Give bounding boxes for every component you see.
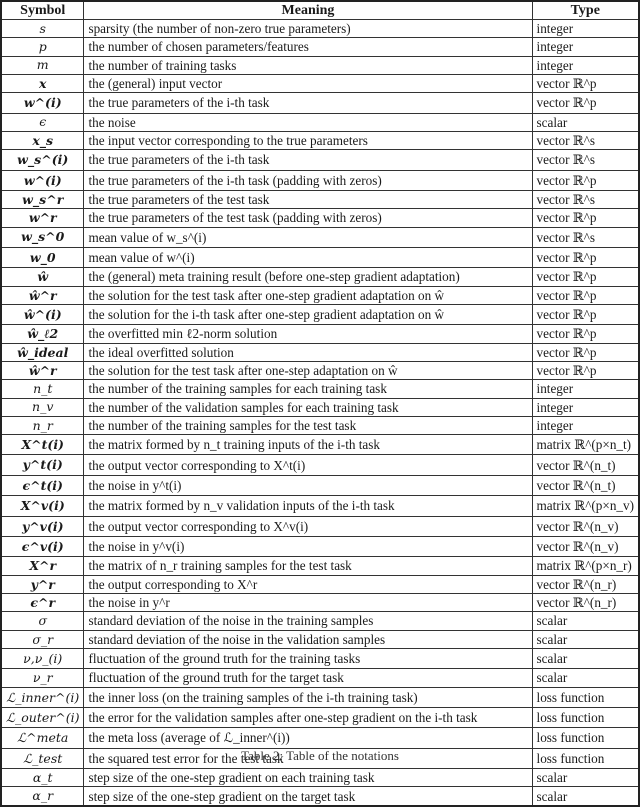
meaning-cell [84,496,532,516]
type-cell [532,769,639,787]
type-cell [532,93,639,113]
symbol-cell-text: y^v(i) [21,518,64,534]
table-row [1,769,639,787]
type-cell-text: integer [536,57,574,73]
meaning-cell-text: the matrix of n_r training samples for the test task [88,558,352,574]
symbol-cell-text: α_t [32,770,53,786]
meaning-cell [84,268,532,286]
symbol-cell [1,416,84,434]
type-cell [532,131,639,149]
type-cell [532,361,639,379]
symbol-cell [1,56,84,74]
symbol-cell-text: n_r [32,417,53,433]
type-cell [532,56,639,74]
meaning-cell [84,304,532,324]
symbol-cell [1,455,84,475]
symbol-cell [1,361,84,379]
type-cell [532,286,639,304]
table-row [1,575,639,593]
table-row [1,93,639,113]
meaning-cell-text: the (general) input vector [88,75,223,91]
type-cell-text: integer [536,39,574,55]
type-cell [532,380,639,398]
meaning-cell-text: the noise in y^t(i) [88,477,182,493]
meaning-cell [84,398,532,416]
symbol-cell-text: w^r [28,210,57,226]
symbol-cell [1,787,84,806]
type-cell [532,728,639,748]
type-cell [532,398,639,416]
symbol-cell-text: w^(i) [23,95,62,111]
table-row [1,113,639,131]
symbol-cell [1,575,84,593]
table-caption: Table 2: Table of the notations [241,748,399,763]
type-cell-text: vector ℝ^p [536,362,597,378]
symbol-cell [1,113,84,131]
type-cell-text: matrix ℝ^(p×n_v) [536,498,634,514]
type-cell [532,343,639,361]
meaning-cell-text: fluctuation of the ground truth for the target task [88,670,344,686]
type-cell [532,516,639,536]
table-row [1,708,639,728]
table-row [1,131,639,149]
symbol-cell [1,516,84,536]
type-cell-text: loss function [536,689,605,705]
header-meaning: Meaning [84,1,532,20]
type-cell [532,150,639,170]
symbol-cell [1,304,84,324]
symbol-cell-text: y^t(i) [22,457,63,473]
table-row [1,398,639,416]
meaning-cell [84,56,532,74]
meaning-cell-text: the true parameters of the test task [88,192,270,207]
table-row [1,268,639,286]
symbol-cell [1,496,84,516]
meaning-cell-text: the output corresponding to X^r [88,576,258,592]
meaning-cell-text: the noise in y^r [88,595,170,611]
meaning-cell-text: the solution for the i-th task after one-step gradient adaptation on ŵ [88,307,445,323]
meaning-cell [84,475,532,495]
meaning-cell [84,630,532,648]
meaning-cell [84,537,532,557]
meaning-cell [84,93,532,113]
table-header-row [1,1,639,20]
table-row [1,286,639,304]
type-cell [532,648,639,668]
type-cell-text: vector ℝ^p [536,326,597,342]
type-cell [532,209,639,227]
type-cell [532,630,639,648]
symbol-cell-text: w_s^0 [21,229,65,245]
type-cell-text: vector ℝ^p [536,250,597,266]
table-row [1,380,639,398]
symbol-cell-text: ϵ [39,114,47,130]
table-row [1,74,639,92]
meaning-cell [84,416,532,434]
meaning-cell-text: the output vector corresponding to X^t(i) [88,457,306,473]
type-cell-text: vector ℝ^p [536,269,597,285]
symbol-cell [1,38,84,56]
table-row [1,38,639,56]
meaning-cell-text: the meta loss (average of ℒ_inner^(i)) [88,730,290,746]
symbol-cell-text: ϵ^r [30,594,56,610]
meaning-cell-text: standard deviation of the noise in the validation samples [88,631,386,647]
meaning-cell [84,455,532,475]
symbol-cell-text: ŵ^(i) [23,306,62,322]
table-row [1,557,639,575]
symbol-cell-text: n_t [33,381,53,397]
type-cell-text: loss function [536,730,605,746]
meaning-cell-text: the number of the training samples for the test task [88,417,357,433]
header-symbol: Symbol [1,1,84,20]
symbol-cell-text: w_0 [29,249,56,265]
type-cell-text: vector ℝ^s [536,192,596,207]
symbol-cell-text: ŵ^r [28,287,57,303]
type-cell [532,190,639,208]
table-row [1,325,639,343]
symbol-cell [1,170,84,190]
type-cell-text: vector ℝ^p [536,75,597,91]
symbol-cell-text: m [36,57,49,73]
symbol-cell-text: ℒ_inner^(i) [6,689,80,705]
type-cell-text: vector ℝ^(n_v) [536,539,619,555]
meaning-cell-text: the true parameters of the i-th task [88,95,270,111]
symbol-cell [1,435,84,455]
type-cell-text: vector ℝ^s [536,132,596,148]
meaning-cell-text: the noise in y^v(i) [88,539,185,555]
symbol-cell [1,93,84,113]
type-cell [532,74,639,92]
meaning-cell-text: the number of chosen parameters/features [88,39,309,55]
symbol-cell [1,557,84,575]
type-cell-text: scalar [536,670,568,686]
meaning-cell [84,594,532,612]
symbol-cell [1,131,84,149]
meaning-cell [84,769,532,787]
table-row [1,343,639,361]
meaning-cell [84,286,532,304]
symbol-cell [1,209,84,227]
type-cell [532,435,639,455]
meaning-cell-text: the matrix formed by n_t training inputs of the i-th task [88,437,380,453]
symbol-cell-text: σ_r [32,631,54,647]
meaning-cell [84,227,532,247]
meaning-cell [84,787,532,806]
type-cell-text: vector ℝ^(n_r) [536,576,617,592]
meaning-cell-text: the noise [88,114,136,130]
table-row [1,304,639,324]
type-cell [532,227,639,247]
type-cell [532,557,639,575]
symbol-cell [1,398,84,416]
meaning-cell-text: the ideal overfitted solution [88,344,234,360]
meaning-cell [84,516,532,536]
type-cell-text: matrix ℝ^(p×n_r) [536,558,632,574]
table-row [1,170,639,190]
meaning-cell [84,190,532,208]
type-cell-text: scalar [536,631,568,647]
meaning-cell [84,131,532,149]
symbol-cell-text: ŵ^r [28,362,57,378]
table-row [1,475,639,495]
symbol-cell [1,268,84,286]
meaning-cell [84,247,532,267]
type-cell-text: loss function [536,710,605,726]
type-cell-text: vector ℝ^(n_v) [536,518,619,534]
type-cell-text: scalar [536,651,568,667]
symbol-cell [1,728,84,748]
meaning-cell-text: sparsity (the number of non-zero true parameters) [88,21,351,37]
table-row [1,516,639,536]
symbol-cell-text: ν_r [32,670,53,686]
type-cell [532,594,639,612]
meaning-cell [84,170,532,190]
meaning-cell [84,557,532,575]
symbol-cell-text: w_s^r [22,191,64,207]
type-cell [532,416,639,434]
meaning-cell-text: the solution for the test task after one-step gradient adaptation on ŵ [88,287,445,303]
table-row [1,630,639,648]
meaning-cell-text: the (general) meta training result (before one-step gradient adaptation) [88,269,460,285]
symbol-cell [1,190,84,208]
table-row [1,227,639,247]
meaning-cell [84,20,532,38]
type-cell-text: integer [536,417,574,433]
type-cell-text: vector ℝ^p [536,307,597,323]
symbol-cell [1,247,84,267]
meaning-cell-text: step size of the one-step gradient on the target task [88,788,356,804]
meaning-cell-text: mean value of w^(i) [88,250,195,266]
type-cell [532,20,639,38]
symbol-cell [1,708,84,728]
symbol-cell-text: ℒ^meta [17,730,69,746]
meaning-cell [84,74,532,92]
type-cell-text: vector ℝ^(n_r) [536,595,617,611]
type-cell-text: vector ℝ^(n_t) [536,457,616,473]
meaning-cell-text: standard deviation of the noise in the training samples [88,613,374,629]
type-cell [532,113,639,131]
symbol-cell-text: ℒ_test [23,750,63,766]
table-row [1,416,639,434]
type-cell-text: scalar [536,114,568,130]
symbol-cell [1,380,84,398]
table-row [1,594,639,612]
meaning-cell-text: the number of the validation samples for each training task [88,399,399,415]
meaning-cell [84,728,532,748]
meaning-cell-text: mean value of w_s^(i) [88,229,207,245]
meaning-cell [84,380,532,398]
meaning-cell [84,325,532,343]
meaning-cell [84,209,532,227]
symbol-cell-text: x [39,75,47,91]
meaning-cell [84,575,532,593]
symbol-cell-text: y^r [30,576,55,592]
meaning-cell-text: the true parameters of the i-th task (padding with zeros) [88,172,382,188]
meaning-cell-text: the solution for the test task after one-step adaptation on ŵ [88,362,398,378]
meaning-cell-text: the overfitted min ℓ2-norm solution [88,326,278,342]
symbol-cell [1,475,84,495]
table-row [1,537,639,557]
table-row [1,435,639,455]
type-cell [532,669,639,687]
symbol-cell [1,150,84,170]
type-cell-text: loss function [536,750,605,766]
table-row [1,150,639,170]
meaning-cell-text: the matrix formed by n_v validation inputs of the i-th task [88,498,395,514]
symbol-cell-text: ŵ_ideal [17,344,69,360]
symbol-cell-text: n_v [32,399,54,415]
symbol-cell [1,669,84,687]
symbol-cell-text: ŵ [37,269,49,285]
symbol-cell-text: X^t(i) [21,437,64,453]
symbol-cell [1,74,84,92]
meaning-cell-text: the number of the training samples for each training task [88,381,387,397]
meaning-cell-text: fluctuation of the ground truth for the training tasks [88,651,361,667]
meaning-cell-text: the true parameters of the test task (padding with zeros) [88,210,382,226]
type-cell [532,612,639,630]
symbol-cell [1,20,84,38]
type-cell-text: scalar [536,770,568,786]
table-body [1,20,639,806]
meaning-cell-text: step size of the one-step gradient on each training task [88,770,375,786]
type-cell-text: integer [536,21,574,37]
type-cell-text: integer [536,381,574,397]
symbol-cell [1,227,84,247]
type-cell-text: vector ℝ^(n_t) [536,477,616,493]
type-cell-text: integer [536,399,574,415]
symbol-cell-text: X^r [29,558,57,574]
meaning-cell [84,361,532,379]
type-cell [532,575,639,593]
symbol-cell [1,343,84,361]
symbol-cell [1,769,84,787]
meaning-cell [84,687,532,707]
type-cell-text: vector ℝ^p [536,172,597,188]
type-cell [532,687,639,707]
table-row [1,20,639,38]
meaning-cell-text: the input vector corresponding to the true parameters [88,132,368,148]
symbol-cell-text: X^v(i) [20,498,65,514]
table-row [1,669,639,687]
symbol-cell-text: ν,ν_(i) [23,650,63,666]
meaning-cell-text: the squared test error for the test task [88,750,284,766]
symbol-cell [1,648,84,668]
meaning-cell-text: the true parameters of the i-th task [88,152,270,168]
meaning-cell [84,669,532,687]
meaning-cell [84,708,532,728]
table-row [1,687,639,707]
meaning-cell [84,150,532,170]
meaning-cell [84,38,532,56]
table-row [1,455,639,475]
type-cell [532,787,639,806]
meaning-cell [84,113,532,131]
symbol-cell-text: s [39,20,46,36]
symbol-cell [1,537,84,557]
header-type: Type [532,1,639,20]
symbol-cell [1,594,84,612]
table-row [1,496,639,516]
type-cell-text: vector ℝ^p [536,95,597,111]
type-cell [532,268,639,286]
meaning-cell [84,343,532,361]
symbol-cell [1,687,84,707]
type-cell-text: scalar [536,788,568,804]
table-row [1,190,639,208]
meaning-cell-text: the error for the validation samples after one-step gradient on the i-th task [88,710,478,726]
type-cell-text: vector ℝ^s [536,152,596,168]
symbol-cell [1,325,84,343]
meaning-cell-text: the number of training tasks [88,57,237,73]
type-cell-text: vector ℝ^p [536,344,597,360]
type-cell [532,475,639,495]
table-row [1,787,639,806]
type-cell [532,455,639,475]
symbol-cell-text: w_s^(i) [17,152,69,168]
meaning-cell-text: the inner loss (on the training samples of the i-th training task) [88,689,418,705]
symbol-cell-text: ℒ_outer^(i) [6,709,80,725]
table-row [1,209,639,227]
type-cell [532,537,639,557]
symbol-cell-text: ϵ^t(i) [22,477,63,493]
table-row [1,728,639,748]
symbol-cell [1,630,84,648]
type-cell-text: vector ℝ^s [536,229,596,245]
table-row [1,56,639,74]
meaning-cell [84,435,532,455]
symbol-cell-text: ŵ_ℓ2 [27,326,59,342]
symbol-cell [1,286,84,304]
type-cell [532,708,639,728]
symbol-cell-text: σ [38,613,47,629]
table-row [1,648,639,668]
type-cell [532,38,639,56]
type-cell [532,496,639,516]
symbol-cell-text: w^(i) [23,172,62,188]
type-cell-text: matrix ℝ^(p×n_t) [536,437,632,453]
meaning-cell-text: the output vector corresponding to X^v(i) [88,518,309,534]
symbol-cell-text: α_r [32,788,54,804]
table-row [1,361,639,379]
table-row [1,612,639,630]
type-cell [532,325,639,343]
symbol-cell-text: ϵ^v(i) [21,538,64,554]
symbol-cell [1,612,84,630]
type-cell [532,247,639,267]
symbol-cell-text: x_s [32,132,54,148]
meaning-cell [84,612,532,630]
type-cell-text: vector ℝ^p [536,287,597,303]
type-cell-text: scalar [536,613,568,629]
meaning-cell [84,648,532,668]
type-cell-text: vector ℝ^p [536,210,597,226]
symbol-cell-text: p [38,39,47,55]
type-cell [532,170,639,190]
table-row [1,247,639,267]
type-cell [532,304,639,324]
